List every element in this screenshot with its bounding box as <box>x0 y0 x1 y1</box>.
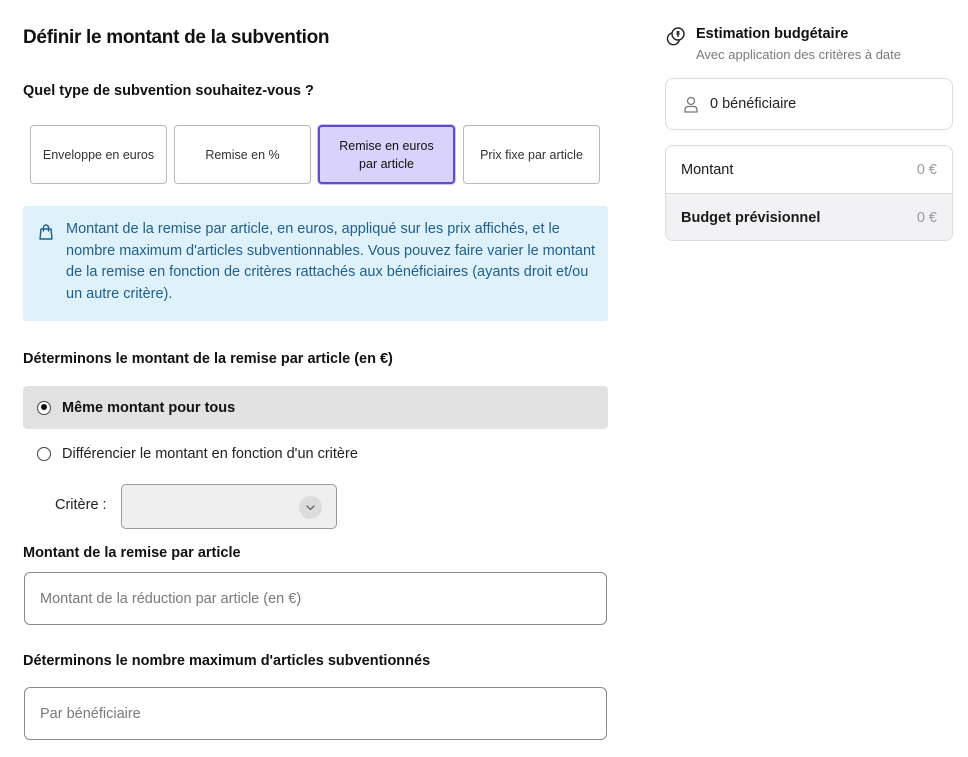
page-title: Définir le montant de la subvention <box>23 27 330 48</box>
beneficiary-count: 0 bénéficiaire <box>710 96 797 112</box>
discount-label: Montant de la remise par article <box>23 545 241 561</box>
budget-row-value: 0 € <box>916 210 937 226</box>
type-option-enveloppe[interactable]: Enveloppe en euros <box>30 125 167 184</box>
budget-row-amount <box>666 146 952 194</box>
subsidy-type-question: Quel type de subvention souhaitez-vous ? <box>23 83 314 99</box>
user-icon <box>683 96 699 113</box>
budget-row-label: Budget prévisionnel <box>681 210 821 226</box>
budget-row-label: Montant <box>681 161 734 178</box>
type-option-remise-percent[interactable]: Remise en % <box>174 125 311 184</box>
discount-amount-input[interactable] <box>24 572 607 625</box>
radio-label-differentiate: Différencier le montant en fonction d'un critère <box>62 445 358 462</box>
radio-button-unchecked[interactable] <box>37 447 51 461</box>
type-option-remise-euros-article[interactable]: Remise en euros par article <box>318 125 455 184</box>
max-articles-label: Déterminons le nombre maximum d'articles subventionnés <box>23 653 431 669</box>
info-text: Montant de la remise par article, en euros, appliqué sur les prix affichés, et le nombre maximum d'articles subventionnables. Vous pouvez faire varier le montant de la remise en fonction de critères rattachés aux bénéficiaires (ayants droit et/ou un autre critère). <box>66 221 596 302</box>
criterion-select[interactable] <box>121 484 337 529</box>
beneficiary-count-card <box>665 78 953 130</box>
budget-row-forecast <box>666 194 952 241</box>
budget-estimate-subtitle: Avec application des critères à date <box>696 47 901 62</box>
chevron-down-icon <box>299 496 322 519</box>
coins-icon <box>666 26 686 46</box>
criterion-label: Critère : <box>55 497 107 513</box>
amount-mode-title: Déterminons le montant de la remise par article (en €) <box>23 351 393 367</box>
budget-row-value: 0 € <box>916 161 937 178</box>
type-option-prix-fixe[interactable]: Prix fixe par article <box>463 125 600 184</box>
info-box <box>23 206 608 321</box>
radio-differentiate[interactable] <box>23 432 608 475</box>
budget-summary-card <box>665 145 953 241</box>
radio-same-amount[interactable] <box>23 386 608 429</box>
radio-label-same-amount: Même montant pour tous <box>62 399 236 416</box>
radio-button-checked[interactable] <box>37 401 51 415</box>
budget-estimate-title: Estimation budgétaire <box>696 26 849 42</box>
max-articles-input[interactable] <box>24 687 607 740</box>
shopping-bag-icon <box>38 223 54 241</box>
